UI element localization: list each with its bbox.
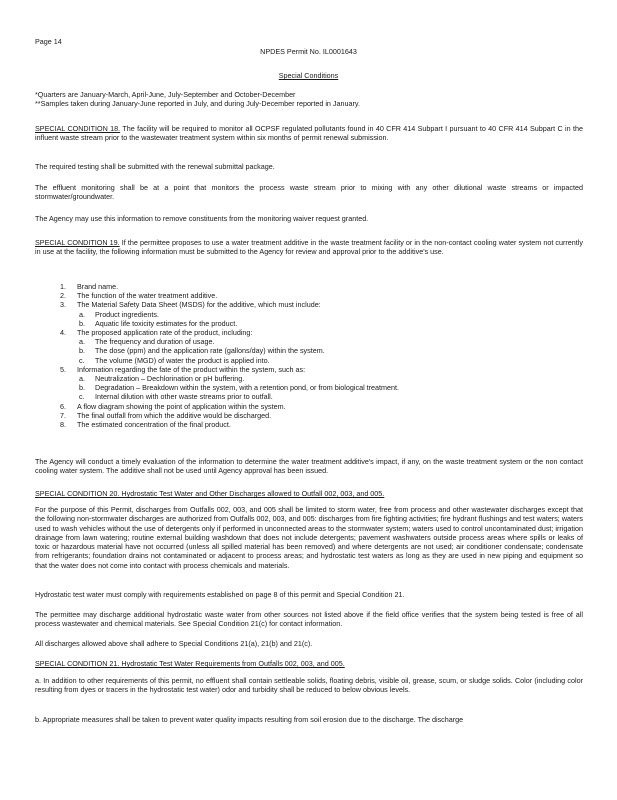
special-condition-20-heading xyxy=(35,489,583,498)
sub-list-item: c. The volume (MGD) of water the product is applied into. xyxy=(79,355,270,365)
sc18-text: The facility will be required to monitor all OCPSF regulated pollutants found in 40 CFR 414 Subpart I pursuant to 40 CFR 414 Subpart C in the influent waste stream prior to the wastewater treatment system within six months of permit renewal submission. xyxy=(35,124,583,143)
sc20-paragraph-3: The permittee may discharge additional hydrostatic waste water from other sources not listed above if the field office verifies that the system being tested is free of all process wastewater and chemical materials. See Special Condition 21(c) for contact information. xyxy=(35,610,583,629)
list-item: 8. The estimated concentration of the final product. xyxy=(60,420,231,430)
sub-list-item: c. Internal dilution with other waste streams prior to outfall. xyxy=(79,392,273,402)
sc18-paragraph-4: The Agency may use this information to remove constituents from the monitoring waiver request granted. xyxy=(35,214,369,223)
sc18-paragraph-2: The required testing shall be submitted with the renewal submittal package. xyxy=(35,162,275,171)
sub-list-item: a. The frequency and duration of usage. xyxy=(79,337,215,347)
sc19-label: SPECIAL CONDITION 19. xyxy=(35,238,120,247)
samples-note: **Samples taken during January-June reported in July, and during July-December reported in January. xyxy=(35,99,360,108)
section-title: Special Conditions xyxy=(278,71,339,80)
list-item: 2. The function of the water treatment additive. xyxy=(60,291,218,301)
sc20-title: Hydrostatic Test Water and Other Discharges allowed to Outfall 002, 003, and 005. xyxy=(119,489,385,498)
sub-list-item: b. Degradation – Breakdown within the system, with a retention pond, or from biological treatment. xyxy=(79,383,400,393)
page-number: Page 14 xyxy=(35,37,62,46)
permit-number: NPDES Permit No. IL0001643 xyxy=(260,47,357,56)
sc21-paragraph-b: b. Appropriate measures shall be taken to prevent water quality impacts resulting from soil erosion due to the discharge. The discharge xyxy=(35,715,464,724)
sc18-label: SPECIAL CONDITION 18. xyxy=(35,124,121,133)
sub-list-item: a. Product ingredients. xyxy=(79,309,159,319)
sub-list-item: b. The dose (ppm) and the application rate (gallons/day) within the system. xyxy=(79,346,325,356)
special-condition-19 xyxy=(35,238,583,257)
list-item: 1. Brand name. xyxy=(60,282,119,291)
sc20-paragraph-1: For the purpose of this Permit, discharges from Outfalls 002, 003, and 005 shall be limited to storm water, free from process and other wastewater discharges except that the following non-stormwater discharges are authorized from Outfalls 002, 003, and 005: discharges from fire fighting activities; fire hydrant flushings and test waters; waters used to wash vehicles without the use of detergents only if performed in unconnected areas to the stormwater system; waters used to control uncontaminated dust; irrigation drainage from lawn watering; routine external building washdown that does not include detergents; pavement washwaters outside process areas where spills or leaks of toxic or hazardous material have not occurred (unless all spilled material has been removed) and where detergents are not used; air conditioner condensate; condensate from refrigerants; foundation drains not contaminated or adjacent to process areas; and hydrostatic test waters as long as they are used in new piping and equipment so that the water does not come into contact with process chemicals and materials. xyxy=(35,505,583,570)
list-item: 3. The Material Safety Data Sheet (MSDS) for the additive, which must include: a. Product ingredients. b. Aquatic life toxicity estimates for the product. xyxy=(35,300,575,328)
list-item: 5. Information regarding the fate of the product within the system, such as: a. Neutralization – Dechlorination or pH buffering. b. Degradation – Breakdown within the system, with a retention pond, or from biological treatment. c. Internal dilution with other waste streams prior to outfall. xyxy=(35,365,575,402)
list-item: 4. The proposed application rate of the product, including: a. The frequency and duration of usage. b. The dose (ppm) and the application rate (gallons/day) within the system. c. The volume (MGD) of water the product is applied into. xyxy=(35,328,575,365)
sc19-closing: The Agency will conduct a timely evaluation of the information to determine the water treatment additive's impact, if any, on the waste treatment system or the non contact cooling water system. The additive shall not be used until Agency approval has been issued. xyxy=(35,457,583,476)
sc20-paragraph-2: Hydrostatic test water must comply with requirements established on page 8 of this permit and Special Condition 21. xyxy=(35,590,405,599)
sub-list-item: b. Aquatic life toxicity estimates for the product. xyxy=(79,318,238,328)
sub-list-item: a. Neutralization – Dechlorination or pH buffering. xyxy=(79,374,245,384)
sc21-label: SPECIAL CONDITION 21. xyxy=(35,659,120,668)
sc21-title: Hydrostatic Test Water Requirements from Outfalls 002, 003, and 005. xyxy=(119,659,345,668)
list-item: 7. The final outfall from which the additive would be discharged. xyxy=(60,410,272,420)
sub-list xyxy=(77,337,575,365)
additive-requirements-list xyxy=(35,282,575,429)
sc20-paragraph-4: All discharges allowed above shall adhere to Special Conditions 21(a), 21(b) and 21(c). xyxy=(35,639,313,648)
list-item: 6. A flow diagram showing the point of application within the system. xyxy=(60,401,286,411)
quarters-note: *Quarters are January-March, April-June, July-September and October-December xyxy=(35,90,296,99)
special-condition-18 xyxy=(35,124,583,143)
sc19-text: If the permittee proposes to use a water treatment additive in the waste treatment facility or in the non-contact cooling water system not currently in use at the facility, the following information must be submitted to the Agency for review and approval prior to the additive's use. xyxy=(35,238,583,257)
special-condition-21-heading xyxy=(35,659,583,668)
sc21-paragraph-a: a. In addition to other requirements of this permit, no effluent shall contain settleable solids, floating debris, visible oil, grease, scum, or sludge solids. Color (including color resulting from dyes or tracers in the hydrostatic test water) odor and turbidity shall be reduced to below obvious levels. xyxy=(35,676,583,695)
sub-list xyxy=(77,374,575,402)
sc18-paragraph-3: The effluent monitoring shall be at a point that monitors the process waste stream prior to mixing with any other dilutional waste streams or impacted stormwater/groundwater. xyxy=(35,183,583,202)
sc20-label: SPECIAL CONDITION 20. xyxy=(35,489,120,498)
sub-list xyxy=(77,310,575,328)
